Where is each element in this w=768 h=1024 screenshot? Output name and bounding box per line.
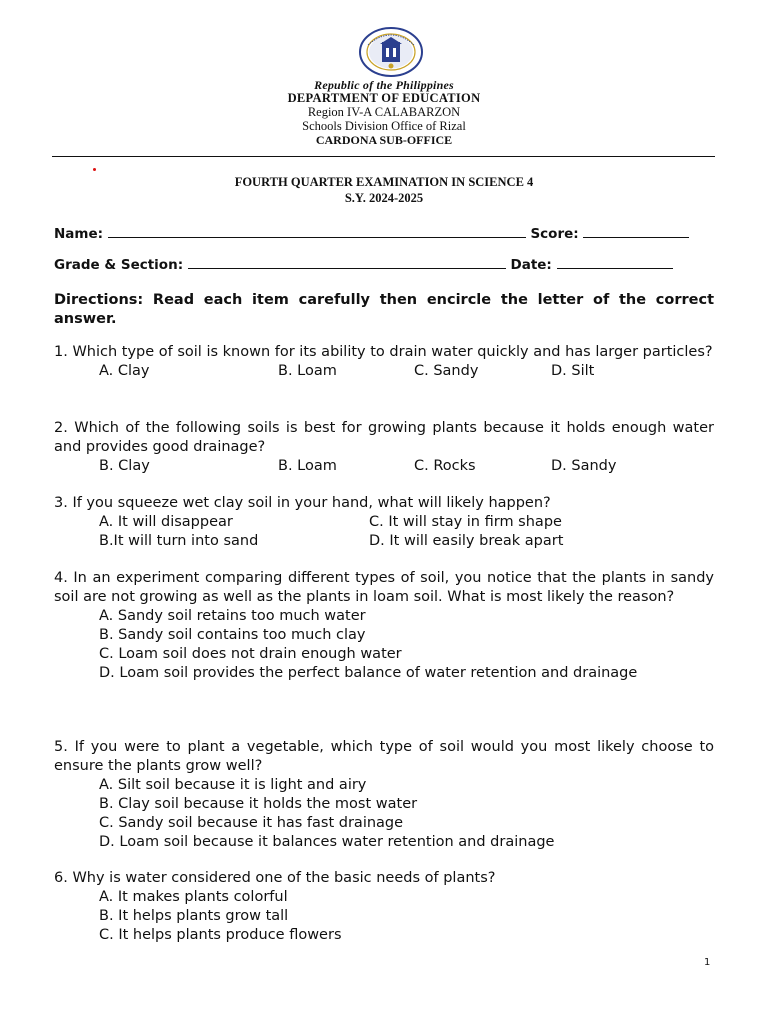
question-5 [54,738,714,852]
option-a[interactable]: A. Silt soil because it is light and airy [99,777,367,793]
option-a[interactable]: A. It makes plants colorful [99,889,288,905]
header-department: DEPARTMENT OF EDUCATION [287,91,481,105]
question-3 [54,494,714,551]
question-1 [54,343,714,381]
grade-section-blank[interactable] [188,256,506,269]
name-label: Name: [54,226,104,242]
option-d[interactable]: D. Loam soil because it balances water retention and drainage [99,834,555,850]
option-c[interactable]: C. Rocks [414,458,476,474]
options-list [54,888,714,945]
option-b[interactable]: B.It will turn into sand [99,533,259,549]
option-d[interactable]: D. Silt [551,363,595,379]
question-stem: 4. In an experiment comparing different types of soil, you notice that the plants in sandy soil are not growing as well as the plants in loam soil. What is most likely the reason? [54,570,714,605]
question-6 [54,869,714,945]
options-row [54,513,714,532]
header-republic: Republic of the Philippines [314,78,454,92]
option-a[interactable]: A. Sandy soil retains too much water [99,608,366,624]
option-a[interactable]: B. Clay [99,458,150,474]
option-d[interactable]: D. Sandy [551,458,617,474]
options-row [54,362,714,381]
question-stem: 3. If you squeeze wet clay soil in your hand, what will likely happen? [54,495,551,511]
date-label: Date: [510,257,552,273]
question-stem: 2. Which of the following soils is best for growing plants because it holds enough water and provides good drainage? [54,420,714,455]
option-c[interactable]: C. It helps plants produce flowers [99,927,342,943]
deped-seal-icon [358,27,424,77]
score-blank[interactable] [583,225,689,238]
question-stem: 5. If you were to plant a vegetable, which type of soil would you most likely choose to ensure the plants grow well? [54,739,714,774]
header-region: Region IV-A CALABARZON [307,105,461,119]
grade-date-row [54,256,714,273]
header-division: Schools Division Office of Rizal [302,119,466,133]
options-list [54,776,714,852]
grade-section-label: Grade & Section: [54,257,184,273]
question-stem: 1. Which type of soil is known for its ability to drain water quickly and has larger particles? [54,344,713,360]
option-c[interactable]: C. Loam soil does not drain enough water [99,646,402,662]
page-number: 1 [704,957,711,968]
name-blank[interactable] [108,225,526,238]
red-dot-mark [93,168,96,171]
header-office: CARDONA SUB-OFFICE [315,133,453,147]
exam-title: FOURTH QUARTER EXAMINATION IN SCIENCE 4 [234,175,534,189]
question-stem: 6. Why is water considered one of the basic needs of plants? [54,870,496,886]
question-2 [54,419,714,476]
score-label: Score: [530,226,579,242]
option-c[interactable]: C. Sandy [414,363,479,379]
option-b[interactable]: B. Clay soil because it holds the most water [99,796,418,812]
school-year: S.Y. 2024-2025 [344,191,424,205]
options-list [54,607,714,683]
option-b[interactable]: B. Sandy soil contains too much clay [99,627,366,643]
option-d[interactable]: D. Loam soil provides the perfect balance of water retention and drainage [99,665,638,681]
options-row [54,532,714,551]
option-c[interactable]: C. It will stay in firm shape [369,514,562,530]
header-divider [52,156,715,157]
date-blank[interactable] [557,256,673,269]
question-4 [54,569,714,683]
option-b[interactable]: B. Loam [278,363,337,379]
option-a[interactable]: A. It will disappear [99,514,233,530]
directions: Directions: Read each item carefully then encircle the letter of the correct answer. [54,292,714,327]
option-d[interactable]: D. It will easily break apart [369,533,564,549]
option-b[interactable]: B. It helps plants grow tall [99,908,289,924]
name-score-row [54,225,714,242]
option-b[interactable]: B. Loam [278,458,337,474]
options-row [54,457,714,476]
option-c[interactable]: C. Sandy soil because it has fast drainage [99,815,404,831]
option-a[interactable]: A. Clay [99,363,150,379]
